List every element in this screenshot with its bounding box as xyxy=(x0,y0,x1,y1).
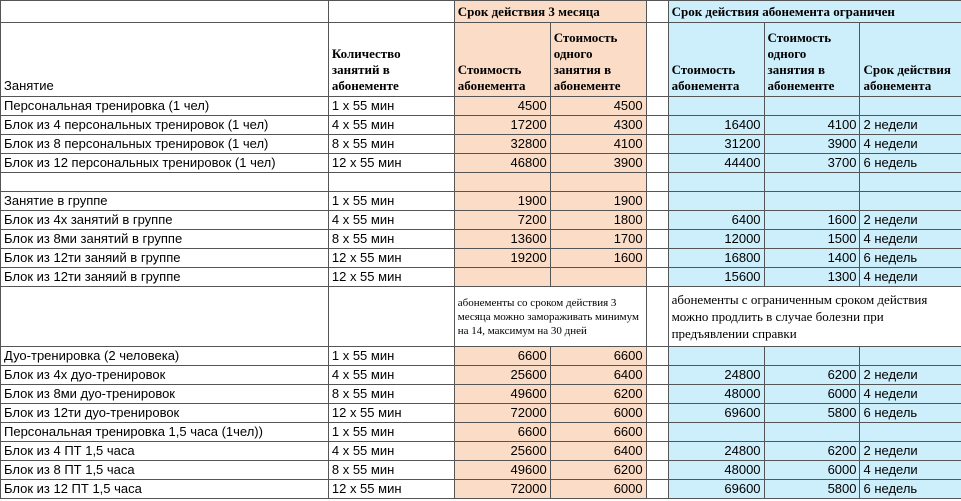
col-header-activity: Занятие xyxy=(1,23,329,97)
row-gap xyxy=(646,461,668,480)
row-sessions: 4 x 55 мин xyxy=(328,211,454,230)
row-price-limited: 48000 xyxy=(668,461,764,480)
note-extend: абонементы с ограниченным сроком действия можно продлить в случае болезни при предъявлении справки xyxy=(668,287,961,347)
row-term-limited: 2 недели xyxy=(860,211,961,230)
row-gap xyxy=(646,230,668,249)
row-gap xyxy=(646,366,668,385)
row-one-session-limited: 1600 xyxy=(764,211,860,230)
row-one-session-3m: 3900 xyxy=(550,154,646,173)
table-row xyxy=(1,404,961,423)
section-duo xyxy=(1,347,961,499)
row-price-limited xyxy=(668,97,764,116)
row-price-3m: 17200 xyxy=(454,116,550,135)
row-gap xyxy=(646,442,668,461)
row-activity-name: Блок из 12ти дуо-тренировок xyxy=(1,404,329,423)
row-gap xyxy=(646,97,668,116)
row-activity-name: Блок из 12ти заняий в группе xyxy=(1,249,329,268)
row-term-limited: 2 недели xyxy=(860,116,961,135)
row-price-3m: 13600 xyxy=(454,230,550,249)
row-price-limited: 69600 xyxy=(668,404,764,423)
row-price-3m: 4500 xyxy=(454,97,550,116)
row-one-session-limited: 6200 xyxy=(764,442,860,461)
row-price-limited xyxy=(668,423,764,442)
row-term-limited xyxy=(860,423,961,442)
row-gap xyxy=(646,268,668,287)
row-price-3m xyxy=(454,268,550,287)
row-gap xyxy=(646,135,668,154)
row-gap xyxy=(646,385,668,404)
row-one-session-limited xyxy=(764,423,860,442)
col-header-price-limited: Стоимость абонемента xyxy=(668,23,764,97)
table-row xyxy=(1,97,961,116)
notes-row xyxy=(1,287,961,347)
row-price-3m: 25600 xyxy=(454,366,550,385)
row-one-session-limited: 6200 xyxy=(764,366,860,385)
row-term-limited: 6 недель xyxy=(860,480,961,499)
row-sessions: 12 x 55 мин xyxy=(328,268,454,287)
row-price-limited xyxy=(668,347,764,366)
row-term-limited: 4 недели xyxy=(860,135,961,154)
row-one-session-3m: 6600 xyxy=(550,347,646,366)
table-row xyxy=(1,192,961,211)
row-one-session-limited xyxy=(764,347,860,366)
row-one-session-limited xyxy=(764,192,860,211)
row-gap xyxy=(646,116,668,135)
row-term-limited: 2 недели xyxy=(860,366,961,385)
row-one-session-limited: 1500 xyxy=(764,230,860,249)
row-sessions: 8 x 55 мин xyxy=(328,230,454,249)
row-one-session-limited: 3900 xyxy=(764,135,860,154)
col-header-term-limited: Срок действия абонемента xyxy=(860,23,961,97)
row-activity-name: Блок из 8ми занятий в группе xyxy=(1,230,329,249)
table-row xyxy=(1,480,961,499)
row-term-limited xyxy=(860,97,961,116)
row-price-3m: 49600 xyxy=(454,385,550,404)
row-one-session-limited: 5800 xyxy=(764,404,860,423)
row-one-session-3m: 6400 xyxy=(550,366,646,385)
table-row xyxy=(1,116,961,135)
row-one-session-3m: 4500 xyxy=(550,97,646,116)
row-term-limited: 4 недели xyxy=(860,268,961,287)
row-price-3m: 6600 xyxy=(454,423,550,442)
row-term-limited xyxy=(860,192,961,211)
row-price-limited xyxy=(668,192,764,211)
row-activity-name: Блок из 8 ПТ 1,5 часа xyxy=(1,461,329,480)
row-term-limited: 6 недель xyxy=(860,249,961,268)
row-price-limited: 15600 xyxy=(668,268,764,287)
table-row xyxy=(1,230,961,249)
row-one-session-3m: 6200 xyxy=(550,461,646,480)
row-sessions: 8 x 55 мин xyxy=(328,461,454,480)
col-header-price-3m: Стоимость абонемента xyxy=(454,23,550,97)
row-one-session-3m: 1800 xyxy=(550,211,646,230)
row-activity-name: Блок из 8 персональных тренировок (1 чел) xyxy=(1,135,329,154)
table-row xyxy=(1,347,961,366)
row-one-session-limited: 6000 xyxy=(764,385,860,404)
table-row xyxy=(1,385,961,404)
row-one-session-3m: 6200 xyxy=(550,385,646,404)
row-one-session-3m: 6400 xyxy=(550,442,646,461)
row-term-limited: 4 недели xyxy=(860,461,961,480)
row-sessions: 12 x 55 мин xyxy=(328,480,454,499)
row-price-limited: 16800 xyxy=(668,249,764,268)
row-sessions: 1 x 55 мин xyxy=(328,423,454,442)
note-freeze: абонементы со сроком действия 3 месяца можно замораживать минимум на 14, максимум на 30 дней xyxy=(454,287,646,347)
row-one-session-3m xyxy=(550,268,646,287)
row-price-limited: 44400 xyxy=(668,154,764,173)
table-row xyxy=(1,442,961,461)
row-price-limited: 24800 xyxy=(668,366,764,385)
table-row xyxy=(1,135,961,154)
row-price-limited: 69600 xyxy=(668,480,764,499)
row-price-3m: 19200 xyxy=(454,249,550,268)
spacer-row xyxy=(1,173,961,192)
row-one-session-3m: 1900 xyxy=(550,192,646,211)
table-row xyxy=(1,211,961,230)
row-one-session-3m: 6000 xyxy=(550,480,646,499)
row-sessions: 4 x 55 мин xyxy=(328,442,454,461)
row-one-session-3m: 6000 xyxy=(550,404,646,423)
row-term-limited: 4 недели xyxy=(860,385,961,404)
row-price-limited: 48000 xyxy=(668,385,764,404)
section-personal xyxy=(1,97,961,173)
row-activity-name: Персональная тренировка (1 чел) xyxy=(1,97,329,116)
row-one-session-limited xyxy=(764,97,860,116)
row-one-session-limited: 3700 xyxy=(764,154,860,173)
col-header-one-session-limited: Стоимость одного занятия в абонементе xyxy=(764,23,860,97)
table-row xyxy=(1,461,961,480)
row-term-limited: 6 недель xyxy=(860,404,961,423)
row-price-3m: 72000 xyxy=(454,480,550,499)
row-price-3m: 25600 xyxy=(454,442,550,461)
row-gap xyxy=(646,404,668,423)
row-one-session-limited: 4100 xyxy=(764,116,860,135)
group-header-limited: Срок действия абонемента ограничен xyxy=(668,1,961,23)
table-row xyxy=(1,249,961,268)
row-price-limited: 6400 xyxy=(668,211,764,230)
row-sessions: 12 x 55 мин xyxy=(328,404,454,423)
row-one-session-3m: 1700 xyxy=(550,230,646,249)
row-price-3m: 7200 xyxy=(454,211,550,230)
row-term-limited: 2 недели xyxy=(860,442,961,461)
section-group xyxy=(1,192,961,287)
row-gap xyxy=(646,154,668,173)
row-term-limited: 6 недель xyxy=(860,154,961,173)
row-sessions: 1 x 55 мин xyxy=(328,347,454,366)
row-price-limited: 31200 xyxy=(668,135,764,154)
row-price-3m: 72000 xyxy=(454,404,550,423)
table-row xyxy=(1,423,961,442)
row-one-session-limited: 1300 xyxy=(764,268,860,287)
row-activity-name: Блок из 12 ПТ 1,5 часа xyxy=(1,480,329,499)
row-sessions: 12 x 55 мин xyxy=(328,154,454,173)
table-row xyxy=(1,154,961,173)
row-gap xyxy=(646,423,668,442)
row-gap xyxy=(646,249,668,268)
row-term-limited: 4 недели xyxy=(860,230,961,249)
row-activity-name: Блок из 4х дуо-тренировок xyxy=(1,366,329,385)
row-gap xyxy=(646,192,668,211)
table-row xyxy=(1,268,961,287)
row-price-limited: 12000 xyxy=(668,230,764,249)
row-activity-name: Персональная тренировка 1,5 часа (1чел)) xyxy=(1,423,329,442)
col-header-sessions: Количество занятий в абонементе xyxy=(328,23,454,97)
row-one-session-limited: 6000 xyxy=(764,461,860,480)
col-header-one-session-3m: Стоимость одного занятия в абонементе xyxy=(550,23,646,97)
row-price-3m: 1900 xyxy=(454,192,550,211)
row-price-3m: 32800 xyxy=(454,135,550,154)
row-price-limited: 16400 xyxy=(668,116,764,135)
row-one-session-3m: 4300 xyxy=(550,116,646,135)
row-sessions: 1 x 55 мин xyxy=(328,192,454,211)
row-sessions: 8 x 55 мин xyxy=(328,385,454,404)
row-sessions: 4 x 55 мин xyxy=(328,366,454,385)
row-one-session-3m: 1600 xyxy=(550,249,646,268)
row-activity-name: Блок из 4 ПТ 1,5 часа xyxy=(1,442,329,461)
row-sessions: 8 x 55 мин xyxy=(328,135,454,154)
row-sessions: 4 x 55 мин xyxy=(328,116,454,135)
row-activity-name: Блок из 8ми дуо-тренировок xyxy=(1,385,329,404)
row-gap xyxy=(646,480,668,499)
row-activity-name: Занятие в группе xyxy=(1,192,329,211)
row-price-3m: 6600 xyxy=(454,347,550,366)
row-one-session-3m: 6600 xyxy=(550,423,646,442)
row-one-session-limited: 5800 xyxy=(764,480,860,499)
row-one-session-3m: 4100 xyxy=(550,135,646,154)
table-row xyxy=(1,366,961,385)
row-price-3m: 46800 xyxy=(454,154,550,173)
row-term-limited xyxy=(860,347,961,366)
row-activity-name: Блок из 12ти заняий в группе xyxy=(1,268,329,287)
row-activity-name: Блок из 4х занятий в группе xyxy=(1,211,329,230)
row-one-session-limited: 1400 xyxy=(764,249,860,268)
group-header-3-months: Срок действия 3 месяца xyxy=(454,1,646,23)
row-activity-name: Блок из 4 персональных тренировок (1 чел) xyxy=(1,116,329,135)
row-sessions: 12 x 55 мин xyxy=(328,249,454,268)
row-gap xyxy=(646,347,668,366)
row-sessions: 1 x 55 мин xyxy=(328,97,454,116)
row-activity-name: Дуо-тренировка (2 человека) xyxy=(1,347,329,366)
row-gap xyxy=(646,211,668,230)
row-price-limited: 24800 xyxy=(668,442,764,461)
row-activity-name: Блок из 12 персональных тренировок (1 чел) xyxy=(1,154,329,173)
row-price-3m: 49600 xyxy=(454,461,550,480)
